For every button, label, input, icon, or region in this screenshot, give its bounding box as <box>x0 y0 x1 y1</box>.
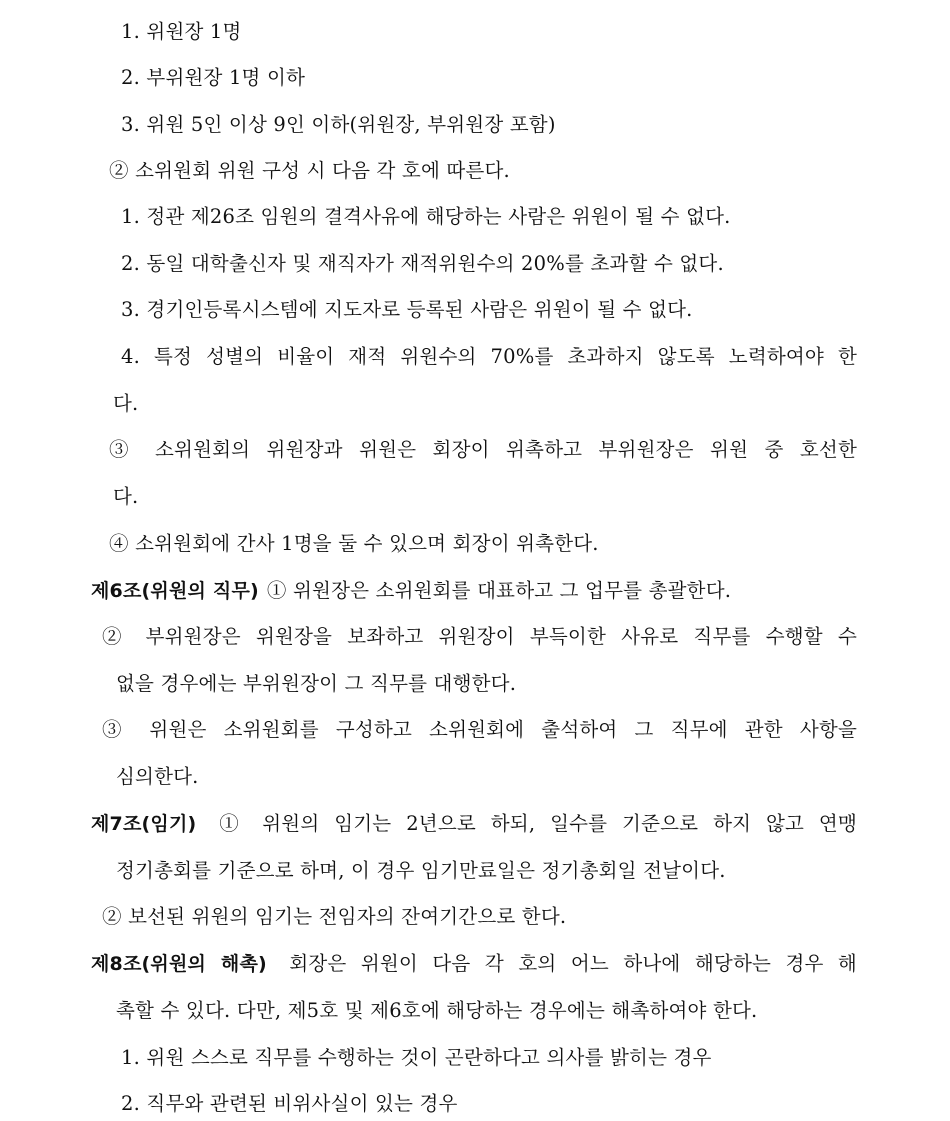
article: 제8조(위원의 해촉) 회장은 위원이 다음 각 호의 어느 하나에 해당하는 경우 해 <box>91 952 857 975</box>
paragraph: ③ 위원은 소위원회를 구성하고 소위원회에 출석하여 그 직무에 관한 사항을 <box>102 718 857 741</box>
paragraph: ② 소위원회 위원 구성 시 다음 각 호에 따른다. <box>109 159 510 182</box>
paragraph: ④ 소위원회에 간사 1명을 둘 수 있으며 회장이 위촉한다. <box>109 532 599 555</box>
list-item: 4. 특정 성별의 비율이 재적 위원수의 70%를 초과하지 않도록 노력하여야 한 <box>121 345 857 368</box>
list-item: 1. 위원장 1명 <box>121 20 242 43</box>
paragraph-continuation: 다. <box>113 392 139 415</box>
paragraph-continuation: 촉할 수 있다. 다만, 제5호 및 제6호에 해당하는 경우에는 해촉하여야 한다. <box>116 999 758 1022</box>
paragraph-continuation: 다. <box>113 485 139 508</box>
list-item: 2. 직무와 관련된 비위사실이 있는 경우 <box>121 1092 458 1115</box>
paragraph-continuation: 심의한다. <box>116 765 199 788</box>
paragraph-continuation: 없을 경우에는 부위원장이 그 직무를 대행한다. <box>116 672 517 695</box>
list-item: 2. 동일 대학출신자 및 재직자가 재적위원수의 20%를 초과할 수 없다. <box>121 252 724 275</box>
list-item: 1. 위원 스스로 직무를 수행하는 것이 곤란하다고 의사를 밝히는 경우 <box>121 1046 712 1069</box>
paragraph-continuation: 정기총회를 기준으로 하며, 이 경우 임기만료일은 정기총회일 전날이다. <box>116 859 726 882</box>
article-heading: 제8조(위원의 해촉) <box>91 953 267 975</box>
list-item: 3. 위원 5인 이상 9인 이하(위원장, 부위원장 포함) <box>121 113 556 136</box>
list-item: 3. 경기인등록시스템에 지도자로 등록된 사람은 위원이 될 수 없다. <box>121 298 693 321</box>
paragraph: ② 부위원장은 위원장을 보좌하고 위원장이 부득이한 사유로 직무를 수행할 수 <box>102 625 857 648</box>
article-heading: 제6조(위원의 직무) <box>91 580 259 602</box>
article: 제6조(위원의 직무) ① 위원장은 소위원회를 대표하고 그 업무를 총괄한다. <box>91 579 732 602</box>
article-heading: 제7조(임기) <box>91 813 197 835</box>
list-item: 1. 정관 제26조 임원의 결격사유에 해당하는 사람은 위원이 될 수 없다. <box>121 205 731 228</box>
paragraph: ② 보선된 위원의 임기는 전임자의 잔여기간으로 한다. <box>102 905 567 928</box>
list-item: 2. 부위원장 1명 이하 <box>121 66 306 89</box>
paragraph: ③ 소위원회의 위원장과 위원은 회장이 위촉하고 부위원장은 위원 중 호선한 <box>109 438 857 461</box>
article: 제7조(임기) ① 위원의 임기는 2년으로 하되, 일수를 기준으로 하지 않고 연맹 <box>91 812 857 835</box>
